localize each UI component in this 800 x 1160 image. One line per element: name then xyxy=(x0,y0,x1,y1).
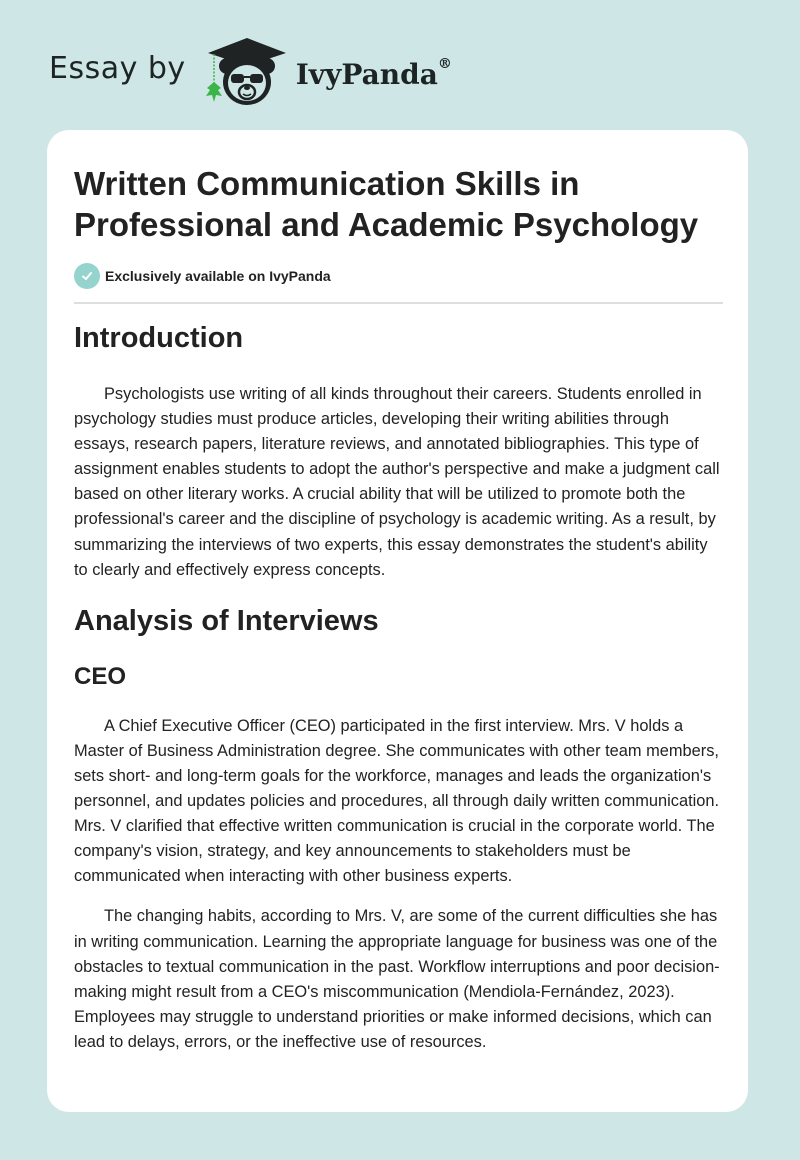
section-heading-analysis: Analysis of Interviews xyxy=(74,604,379,637)
ivypanda-wordmark[interactable] xyxy=(295,55,452,91)
paragraph: Psychologists use writing of all kinds throughout their careers. Students enrolled in psychology studies must produce articles, developing their writing abilities through essays, research papers, literature reviews, and annotated bibliographies. This type of assignment enables students to adopt the author's perspective and make a judgment call based on other literary works. A crucial ability that will be utilized to promote both the professional's career and the discipline of psychology is academic writing. As a result, by summarizing the interviews of two experts, this essay demonstrates the student's ability to clearly and effectively express concepts. xyxy=(74,385,720,579)
essay-by-label: Essay by xyxy=(49,50,186,86)
essay-body xyxy=(74,320,723,1055)
brand-name-text: IvyPanda xyxy=(295,57,438,91)
section-analysis-of-interviews xyxy=(74,603,723,1055)
exclusive-badge xyxy=(74,263,331,289)
check-circle-icon xyxy=(74,263,100,289)
essay-card xyxy=(47,130,748,1112)
exclusive-badge-text: Exclusively available on IvyPanda xyxy=(105,268,331,284)
title-divider xyxy=(74,302,723,304)
paragraph: A Chief Executive Officer (CEO) participated in the first interview. Mrs. V holds a Master of Business Administration degree. She communicates with other team members, sets short- and long-term goals for the workforce, manages and leads the organization's personnel, and updates policies and procedures, all through daily written communication. Mrs. V clarified that effective written communication is crucial in the corporate world. The company's vision, strategy, and key announcements to stakeholders must be communicated when interacting with other business experts. xyxy=(74,716,720,886)
page-title: Written Communication Skills in Professional and Academic Psychology xyxy=(74,165,699,243)
site-header xyxy=(49,36,452,106)
paragraph: The changing habits, according to Mrs. V, are some of the current difficulties she has in writing communication. Learning the appropriate language for business was one of the obstacles to textual communication in the past. Workflow interruptions and poor decision-making might result from a CEO's miscommunication (Mendiola-Fernández, 2023). Employees may struggle to understand priorities or make informed decisions, which can lead to delays, errors, or the ineffective use of resources. xyxy=(74,907,720,1051)
section-heading-introduction: Introduction xyxy=(74,322,244,354)
registered-mark: ® xyxy=(437,55,452,72)
subsection-heading-ceo: CEO xyxy=(74,662,127,690)
section-introduction xyxy=(74,320,723,583)
ivypanda-logo-icon[interactable] xyxy=(202,36,292,108)
